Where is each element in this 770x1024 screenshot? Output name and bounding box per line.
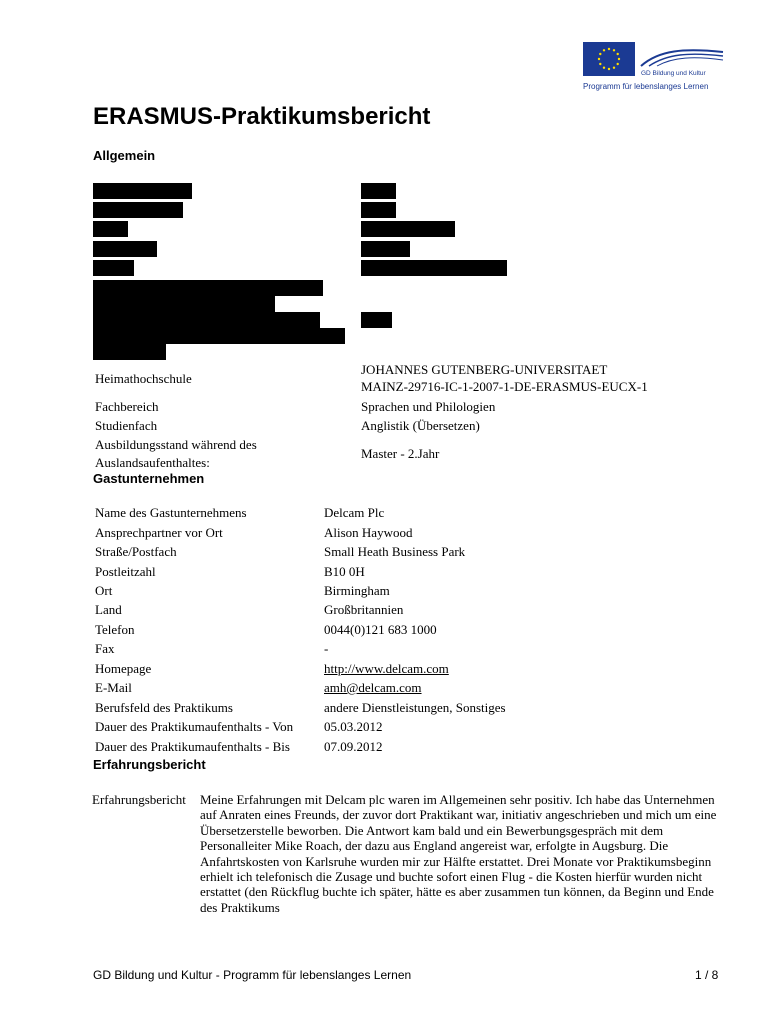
- redaction-bar: [93, 202, 183, 218]
- field-label: Straße/Postfach: [95, 544, 177, 559]
- section-heading-host: Gastunternehmen: [93, 471, 205, 486]
- field-label: Ausbildungsstand während des: [95, 437, 257, 452]
- field-label: Homepage: [95, 661, 152, 676]
- field-value: 05.03.2012: [324, 719, 383, 734]
- section-heading-experience: Erfahrungsbericht: [93, 757, 206, 772]
- homepage-link[interactable]: [324, 659, 449, 678]
- logo-programme: Programm für lebenslanges Lernen: [583, 82, 709, 91]
- eu-flag-icon: [583, 42, 635, 76]
- redaction-bar: [361, 183, 396, 199]
- email-link[interactable]: [324, 678, 422, 697]
- field-value: Birmingham: [324, 583, 390, 598]
- field-label: Berufsfeld des Praktikums: [95, 700, 233, 715]
- field-value: Großbritannien: [324, 602, 404, 617]
- field-label: Dauer des Praktikumaufenthalts - Bis: [95, 739, 290, 754]
- redaction-bar: [93, 241, 157, 257]
- field-value: Alison Haywood: [324, 525, 413, 540]
- redaction-bar: [93, 296, 275, 312]
- redaction-bar: [93, 344, 166, 360]
- email-link-text[interactable]: amh@delcam.com: [324, 680, 422, 695]
- experience-text: Meine Erfahrungen mit Delcam plc waren im Allgemeinen sehr positiv. Ich habe das Unternehmen auf Anraten eines Freunds, der zuvor dort Praktikant war, initiativ angeschrieben und mich um eine Übersetzerstelle beworben. Die Antwort kam bald und ein Bewerbungsgespräch mit dem Personalleiter Mike Roach, der dazu aus England angereist war, erfolgte in Augsburg. Die Anfahrtskosten von Karlsruhe wurden mir zur Hälfte erstattet. Drei Monate vor Praktikumsbeginn erhielt ich telefonisch die Zusage und buchte sofort einen Flug - die Kosten hierfür wurden nicht erstattet (den Rückflug buchte ich später, hätte es aber zusammen tun können, da Beginn und Ende des Praktikums: [200, 792, 717, 915]
- page-title: ERASMUS-Praktikumsbericht: [93, 103, 431, 130]
- field-label: Studienfach: [95, 418, 158, 433]
- footer-text: GD Bildung und Kultur - Programm für lebenslanges Lernen: [93, 968, 412, 982]
- redaction-bar: [361, 260, 507, 276]
- homepage-link-text[interactable]: http://www.delcam.com: [324, 661, 449, 676]
- field-label: Fax: [95, 641, 115, 656]
- redaction-bar: [93, 280, 323, 296]
- field-label: E-Mail: [95, 680, 132, 695]
- redaction-bar: [361, 202, 396, 218]
- redaction-bar: [361, 221, 455, 237]
- field-value: JOHANNES GUTENBERG-UNIVERSITAET: [361, 362, 608, 377]
- redaction-bar: [93, 221, 128, 237]
- section-heading-general: Allgemein: [93, 148, 156, 163]
- redaction-bar: [93, 312, 320, 328]
- field-label: Fachbereich: [95, 399, 159, 414]
- field-label: Telefon: [95, 622, 135, 637]
- field-value: B10 0H: [324, 564, 365, 579]
- logo-subtitle: GD Bildung und Kultur: [641, 70, 706, 77]
- field-value: -: [324, 641, 329, 656]
- field-value: andere Dienstleistungen, Sonstiges: [324, 700, 506, 715]
- field-value: 07.09.2012: [324, 739, 383, 754]
- field-label: Heimathochschule: [95, 371, 192, 386]
- redaction-bar: [93, 260, 134, 276]
- field-value: Delcam Plc: [324, 505, 385, 520]
- eu-programme-logo: [583, 42, 725, 92]
- redaction-bar: [93, 183, 192, 199]
- field-value: Anglistik (Übersetzen): [361, 418, 480, 433]
- experience-report: [92, 792, 730, 915]
- redaction-bar: [361, 312, 392, 328]
- swoosh-icon: [639, 44, 725, 70]
- field-label: Dauer des Praktikumaufenthalts - Von: [95, 719, 294, 734]
- page-number: 1 / 8: [695, 968, 719, 982]
- field-value: Sprachen und Philologien: [361, 399, 496, 414]
- field-label: Ansprechpartner vor Ort: [95, 525, 223, 540]
- field-value: Small Heath Business Park: [324, 544, 466, 559]
- field-value: Master - 2.Jahr: [361, 446, 440, 461]
- experience-label: Erfahrungsbericht: [92, 792, 186, 807]
- field-label: Auslandsaufenthaltes:: [95, 455, 210, 470]
- redaction-bar: [93, 328, 345, 344]
- field-label: Name des Gastunternehmens: [95, 505, 247, 520]
- field-label: Postleitzahl: [95, 564, 156, 579]
- redaction-bar: [361, 241, 410, 257]
- field-label: Land: [95, 602, 122, 617]
- field-label: Ort: [95, 583, 113, 598]
- field-value: MAINZ-29716-IC-1-2007-1-DE-ERASMUS-EUCX-1: [361, 379, 648, 394]
- field-value: 0044(0)121 683 1000: [324, 622, 437, 637]
